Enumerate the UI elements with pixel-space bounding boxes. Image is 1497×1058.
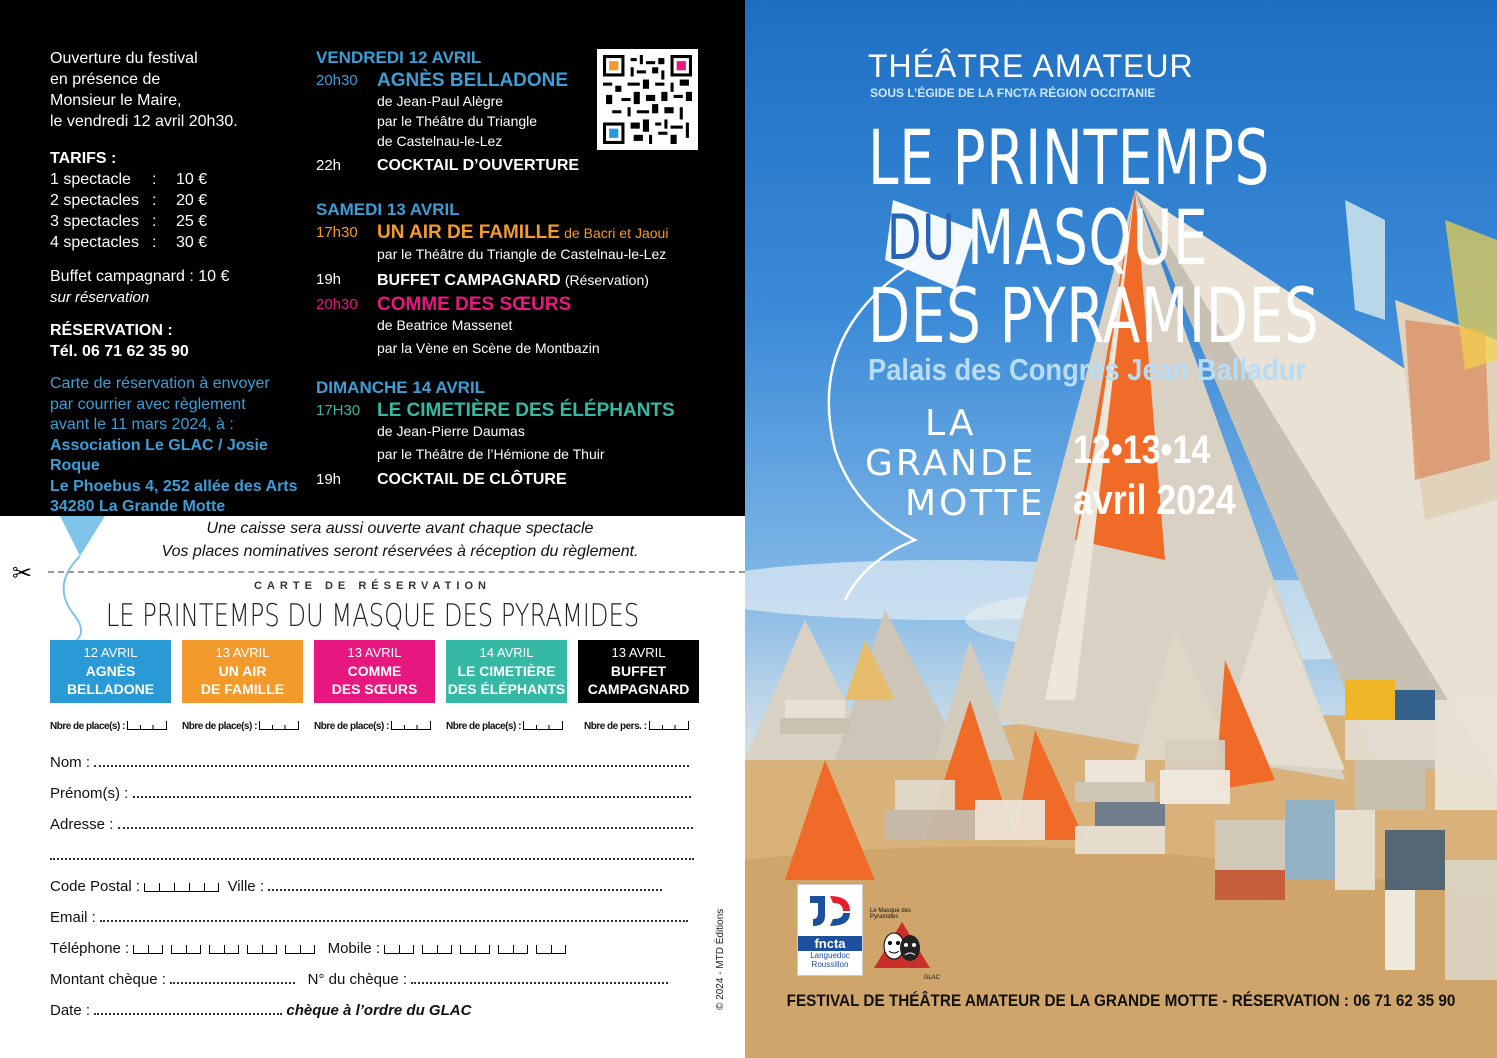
opening-line: en présence de <box>50 71 161 88</box>
show-title: DE FAMILLE <box>200 681 285 697</box>
day-heading: SAMEDI 13 AVRIL <box>316 200 460 219</box>
fncta-icon <box>805 891 855 931</box>
tarif-row: 2 spectacles : 20 € <box>50 192 208 209</box>
masque-pyramides-logo <box>870 908 940 981</box>
event-title: AGNÈS BELLADONE <box>377 70 569 91</box>
tarif-price: 25 € <box>176 213 208 230</box>
cheque-order-note: chèque à l’ordre du GLAC <box>286 1002 472 1019</box>
prenom-label: Prénom(s) : <box>50 785 129 802</box>
fncta-region: Roussillon <box>811 960 849 969</box>
persons-field[interactable] <box>584 721 689 732</box>
fncta-region: Languedoc <box>810 951 850 960</box>
tarif-label: 3 spectacles <box>50 213 139 230</box>
poster-footer: FESTIVAL DE THÉÂTRE AMATEUR DE LA GRANDE MOTTE - RÉSERVATION : 06 71 62 35 90 <box>786 991 1456 1010</box>
show-box-air-de-famille[interactable] <box>182 640 303 703</box>
logo-word: MOTTE <box>905 483 1046 524</box>
event-author: de Beatrice Massenet <box>377 317 513 333</box>
buffet-info <box>50 266 310 308</box>
program-day-3 <box>316 378 736 490</box>
opening-line: le vendredi 12 avril 20h30. <box>50 113 238 130</box>
event-author: de Bacri et Jaoui <box>564 225 669 241</box>
telephone-label: Téléphone : <box>50 940 130 957</box>
instruction-line: Carte de réservation à envoyer <box>50 375 270 392</box>
event-time: 20h30 <box>316 296 358 313</box>
persons-label: Nbre de pers. : <box>584 721 647 732</box>
poster-egide: SOUS L’ÉGIDE DE LA FNCTA RÉGION OCCITANIE <box>870 86 1156 100</box>
instruction-line: par courrier avec règlement <box>50 395 246 413</box>
cheque-number-label: N° du chèque : <box>307 971 408 988</box>
poster-title-line2: MASQUE <box>967 193 1209 282</box>
event-title: UN AIR DE FAMILLE <box>377 222 560 243</box>
code-postal-label: Code Postal : <box>50 878 141 895</box>
event <box>316 401 736 464</box>
date-field[interactable] <box>50 1002 471 1019</box>
show-box-buffet[interactable] <box>578 640 699 703</box>
reservation-phone: Tél. 06 71 62 35 90 <box>50 343 189 360</box>
places-label: Nbre de place(s) : <box>182 721 257 732</box>
event-note: (Réservation) <box>564 272 649 288</box>
address-line: 34280 La Grande Motte <box>50 498 226 515</box>
places-field[interactable] <box>446 721 563 732</box>
places-label: Nbre de place(s) : <box>50 721 125 732</box>
mobile-label: Mobile : <box>327 940 381 957</box>
show-box-agnes[interactable] <box>50 640 171 703</box>
show-title: DES SŒURS <box>331 681 418 697</box>
email-label: Email : <box>50 909 96 926</box>
event-company: par le Théâtre du Triangle <box>377 113 538 129</box>
ville-label: Ville : <box>227 878 264 895</box>
show-title: AGNÈS <box>85 663 136 679</box>
poster-panel <box>745 0 1497 1058</box>
event <box>316 470 736 490</box>
day-heading: DIMANCHE 14 AVRIL <box>316 378 486 397</box>
places-label: Nbre de place(s) : <box>314 721 389 732</box>
event-title: LE CIMETIÈRE DES ÉLÉPHANTS <box>377 400 675 421</box>
opening-line: Ouverture du festival <box>50 50 198 67</box>
instruction-line: avant le 11 mars 2024, à : <box>50 416 234 433</box>
event-title: COCKTAIL D’OUVERTURE <box>377 157 580 174</box>
poster-title-line1: LE PRINTEMPS <box>868 113 1271 202</box>
event <box>316 156 736 176</box>
montant-field[interactable] <box>50 971 668 988</box>
reservation-title: RÉSERVATION : <box>50 322 173 339</box>
telephone-field[interactable] <box>50 940 574 958</box>
adresse-label: Adresse : <box>50 816 114 833</box>
event-time: 19h <box>316 471 342 488</box>
logo-word: GRANDE <box>865 443 1037 484</box>
day-heading: VENDREDI 12 AVRIL <box>316 48 482 67</box>
adresse-line2-field[interactable] <box>50 847 694 864</box>
buffet-note: sur réservation <box>50 289 150 306</box>
event-company: de Castelnau-le-Lez <box>377 133 503 149</box>
show-date: 12 AVRIL <box>83 645 138 660</box>
event-title: BUFFET CAMPAGNARD <box>377 272 561 289</box>
poster-title-du: DU <box>887 201 956 274</box>
poster-dates: 12•13•14 <box>1073 428 1211 472</box>
show-title: DES ÉLÉPHANTS <box>447 681 566 697</box>
event-author: de Jean-Pierre Daumas <box>377 423 525 439</box>
poster-venue: Palais des Congrès Jean Balladur <box>868 352 1307 387</box>
show-title: BELLADONE <box>66 681 155 697</box>
places-field[interactable] <box>314 721 431 732</box>
adresse-field[interactable] <box>50 816 693 833</box>
caisse-note: Une caisse sera aussi ouverte avant chaque spectacle <box>206 520 594 537</box>
theatre-masks-icon <box>870 920 934 970</box>
reservation-card-title: LE PRINTEMPS DU MASQUE DES PYRAMIDES <box>105 598 640 634</box>
poster-month-year: avril 2024 <box>1073 476 1236 523</box>
email-field[interactable] <box>50 909 688 926</box>
date-label: Date : <box>50 1002 91 1019</box>
montant-label: Montant chèque : <box>50 971 166 988</box>
tarifs <box>50 148 310 253</box>
show-title: BUFFET <box>610 663 667 679</box>
tarif-row: 3 spectacles : 25 € <box>50 213 208 230</box>
info-panel <box>0 0 745 516</box>
tarif-price: 10 € <box>176 171 208 188</box>
event-time: 20h30 <box>316 72 358 89</box>
show-date: 13 AVRIL <box>611 645 666 660</box>
cut-line <box>48 571 745 573</box>
placement-note: Vos places nominatives seront réservées à réception du règlement. <box>161 543 639 560</box>
nom-label: Nom : <box>50 754 91 771</box>
show-title: COMME <box>347 663 402 679</box>
event-time: 17H30 <box>316 402 361 419</box>
tarif-price: 20 € <box>176 192 208 209</box>
left-panel <box>0 0 745 1058</box>
code-postal-field[interactable] <box>50 878 662 896</box>
mail-instructions <box>50 374 310 518</box>
program-day-2 <box>316 200 736 358</box>
tarif-row: 1 spectacle : 10 € <box>50 171 208 188</box>
fncta-logo <box>797 884 863 976</box>
scissors-icon: ✂ <box>12 560 33 587</box>
show-title: LE CIMETIÈRE <box>457 663 556 679</box>
tarif-row: 4 spectacles : 30 € <box>50 234 208 251</box>
show-date: 14 AVRIL <box>479 645 534 660</box>
event-company: par la Vène en Scène de Montbazin <box>377 340 600 356</box>
tarifs-title: TARIFS : <box>50 150 117 167</box>
show-date: 13 AVRIL <box>215 645 270 660</box>
show-box-comme-des-soeurs[interactable] <box>314 640 435 703</box>
event <box>316 295 736 358</box>
fncta-name: fncta <box>798 936 862 951</box>
event-time: 17h30 <box>316 224 358 241</box>
event-title: COMME DES SŒURS <box>377 294 572 315</box>
opening-line: Monsieur le Maire, <box>50 92 182 109</box>
event-time: 19h <box>316 271 342 288</box>
poster-subtitle: THÉÂTRE AMATEUR <box>868 48 1194 84</box>
la-grande-motte-logo <box>865 404 1046 524</box>
tarif-price: 30 € <box>176 234 208 251</box>
places-field[interactable] <box>50 721 167 732</box>
buffet-price: Buffet campagnard : 10 € <box>50 268 230 285</box>
tarif-label: 4 spectacles <box>50 234 139 251</box>
logo-word: LA <box>925 403 977 444</box>
event-author: de Jean-Paul Alègre <box>377 93 504 109</box>
logo-caption: Le Masque des Pyramides <box>870 908 912 920</box>
qr-code-icon <box>603 55 692 144</box>
tarif-label: 1 spectacle <box>50 171 131 188</box>
places-field[interactable] <box>182 721 299 732</box>
event <box>316 270 736 291</box>
address-line: Association Le GLAC / Josie Roque <box>50 436 268 474</box>
tarif-label: 2 spectacles <box>50 192 139 209</box>
nom-field[interactable] <box>50 754 689 771</box>
show-title: UN AIR <box>218 663 267 679</box>
places-label: Nbre de place(s) : <box>446 721 521 732</box>
address-line: Le Phoebus 4, 252 allée des Arts <box>50 477 298 495</box>
credit-text: © 2024 - MTD Éditions <box>715 908 726 1010</box>
glac-label: GLAC <box>923 975 940 981</box>
qr-code[interactable] <box>597 49 698 150</box>
prenom-field[interactable] <box>50 785 691 802</box>
reservation-info <box>50 320 310 362</box>
event-time: 22h <box>316 157 342 174</box>
event-title: COCKTAIL DE CLÔTURE <box>377 471 567 488</box>
event <box>316 223 736 264</box>
opening-text <box>50 48 310 132</box>
show-box-cimetiere[interactable] <box>446 640 567 703</box>
event-company: par le Théâtre du Triangle de Castelnau-le-Lez <box>377 246 667 262</box>
event-company: par le Théâtre de l’Hémione de Thuir <box>377 446 605 462</box>
poster-title-line3: DES PYRAMIDES <box>868 271 1320 360</box>
show-title: CAMPAGNARD <box>587 681 690 697</box>
reservation-card-label: CARTE DE RÉSERVATION <box>254 580 491 592</box>
show-date: 13 AVRIL <box>347 645 402 660</box>
